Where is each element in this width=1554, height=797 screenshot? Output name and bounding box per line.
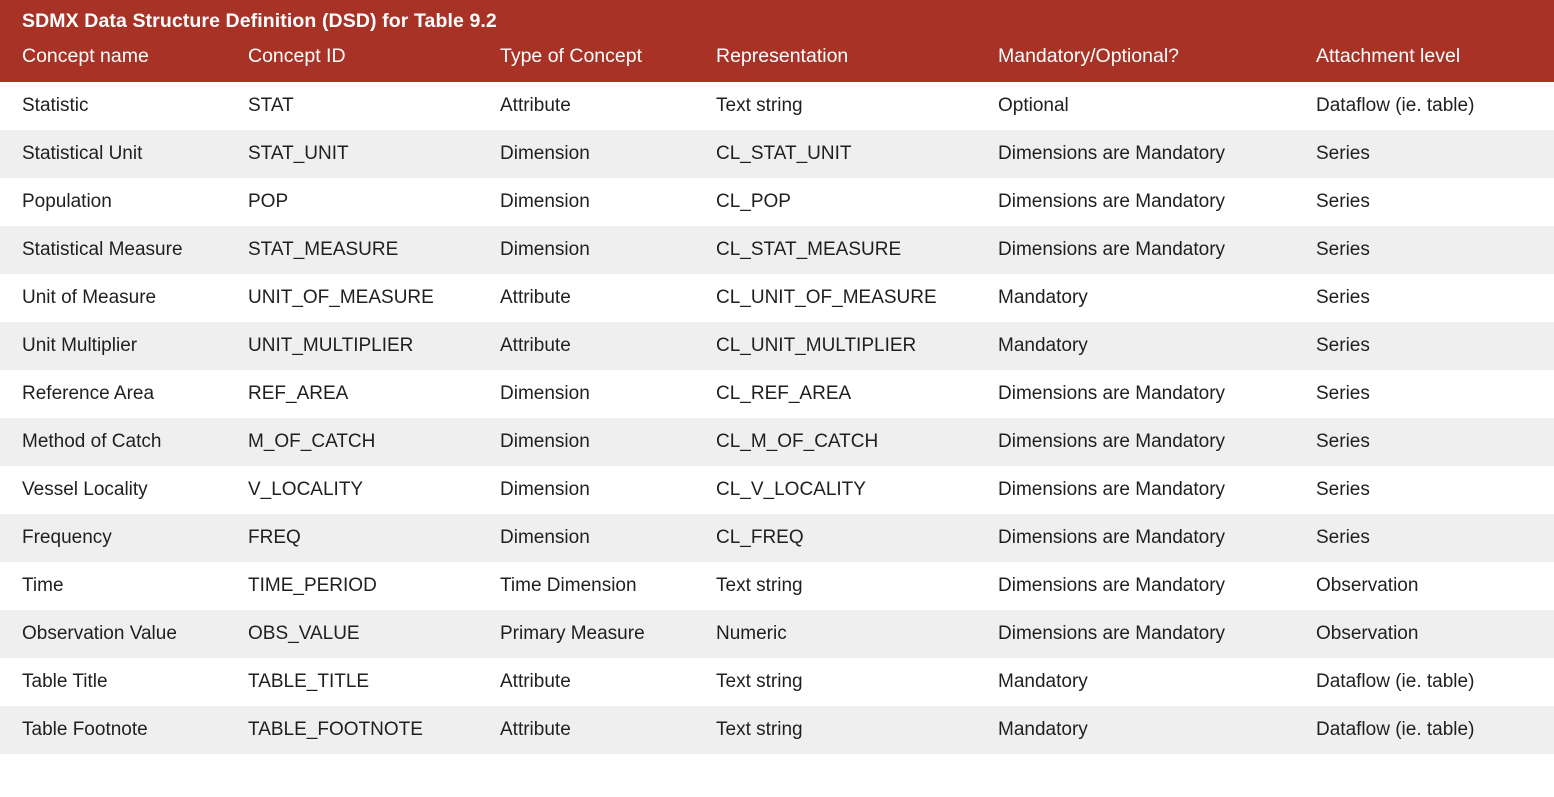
cell-type-of-concept: Dimension: [500, 418, 716, 466]
table-row: [0, 658, 1554, 706]
cell-type-of-concept: Attribute: [500, 322, 716, 370]
cell-concept-id: STAT: [248, 82, 500, 130]
cell-concept-id: TABLE_TITLE: [248, 658, 500, 706]
cell-attachment-level: Series: [1316, 178, 1554, 226]
cell-type-of-concept: Dimension: [500, 514, 716, 562]
cell-representation: CL_FREQ: [716, 514, 998, 562]
cell-type-of-concept: Time Dimension: [500, 562, 716, 610]
cell-attachment-level: Dataflow (ie. table): [1316, 706, 1554, 754]
cell-attachment-level: Series: [1316, 130, 1554, 178]
cell-type-of-concept: Dimension: [500, 466, 716, 514]
table-row: [0, 514, 1554, 562]
table-row: [0, 562, 1554, 610]
column-header-attachment-level: Attachment level: [1316, 39, 1554, 82]
table-row: [0, 178, 1554, 226]
cell-representation: CL_UNIT_MULTIPLIER: [716, 322, 998, 370]
cell-representation: CL_STAT_MEASURE: [716, 226, 998, 274]
table-row: [0, 466, 1554, 514]
cell-concept-name: Observation Value: [0, 610, 248, 658]
cell-attachment-level: Series: [1316, 322, 1554, 370]
cell-mandatory-optional: Dimensions are Mandatory: [998, 370, 1316, 418]
cell-attachment-level: Dataflow (ie. table): [1316, 82, 1554, 130]
table-row: [0, 322, 1554, 370]
cell-representation: CL_M_OF_CATCH: [716, 418, 998, 466]
cell-mandatory-optional: Mandatory: [998, 658, 1316, 706]
cell-concept-id: POP: [248, 178, 500, 226]
cell-concept-id: M_OF_CATCH: [248, 418, 500, 466]
table-title: SDMX Data Structure Definition (DSD) for Table 9.2: [0, 0, 1554, 39]
cell-representation: Text string: [716, 658, 998, 706]
cell-type-of-concept: Attribute: [500, 82, 716, 130]
cell-representation: CL_V_LOCALITY: [716, 466, 998, 514]
table-body: [0, 82, 1554, 754]
cell-concept-name: Unit of Measure: [0, 274, 248, 322]
cell-concept-id: UNIT_OF_MEASURE: [248, 274, 500, 322]
cell-concept-name: Population: [0, 178, 248, 226]
column-header-concept-name: Concept name: [0, 39, 248, 82]
cell-mandatory-optional: Dimensions are Mandatory: [998, 514, 1316, 562]
cell-attachment-level: Series: [1316, 466, 1554, 514]
cell-type-of-concept: Attribute: [500, 706, 716, 754]
cell-representation: CL_REF_AREA: [716, 370, 998, 418]
table-column-header-row: [0, 39, 1554, 82]
cell-concept-name: Table Title: [0, 658, 248, 706]
cell-type-of-concept: Dimension: [500, 178, 716, 226]
column-header-concept-id: Concept ID: [248, 39, 500, 82]
cell-concept-name: Table Footnote: [0, 706, 248, 754]
column-header-representation: Representation: [716, 39, 998, 82]
cell-mandatory-optional: Mandatory: [998, 274, 1316, 322]
column-header-type-of-concept: Type of Concept: [500, 39, 716, 82]
cell-attachment-level: Series: [1316, 418, 1554, 466]
cell-mandatory-optional: Dimensions are Mandatory: [998, 466, 1316, 514]
cell-concept-id: OBS_VALUE: [248, 610, 500, 658]
cell-representation: Text string: [716, 706, 998, 754]
cell-concept-id: UNIT_MULTIPLIER: [248, 322, 500, 370]
table-row: [0, 370, 1554, 418]
cell-concept-id: STAT_UNIT: [248, 130, 500, 178]
cell-type-of-concept: Attribute: [500, 658, 716, 706]
table-row: [0, 610, 1554, 658]
cell-concept-id: TIME_PERIOD: [248, 562, 500, 610]
cell-representation: CL_POP: [716, 178, 998, 226]
column-header-mandatory-optional: Mandatory/Optional?: [998, 39, 1316, 82]
table-title-row: [0, 0, 1554, 39]
cell-representation: CL_STAT_UNIT: [716, 130, 998, 178]
cell-mandatory-optional: Dimensions are Mandatory: [998, 610, 1316, 658]
cell-representation: CL_UNIT_OF_MEASURE: [716, 274, 998, 322]
cell-concept-name: Method of Catch: [0, 418, 248, 466]
table-row: [0, 274, 1554, 322]
table-row: [0, 418, 1554, 466]
cell-attachment-level: Observation: [1316, 610, 1554, 658]
table-header: [0, 0, 1554, 82]
cell-mandatory-optional: Dimensions are Mandatory: [998, 226, 1316, 274]
cell-type-of-concept: Dimension: [500, 226, 716, 274]
cell-concept-name: Statistic: [0, 82, 248, 130]
cell-concept-name: Reference Area: [0, 370, 248, 418]
cell-mandatory-optional: Dimensions are Mandatory: [998, 562, 1316, 610]
cell-mandatory-optional: Mandatory: [998, 706, 1316, 754]
cell-concept-name: Vessel Locality: [0, 466, 248, 514]
cell-concept-name: Statistical Unit: [0, 130, 248, 178]
cell-attachment-level: Series: [1316, 514, 1554, 562]
cell-mandatory-optional: Dimensions are Mandatory: [998, 418, 1316, 466]
cell-type-of-concept: Dimension: [500, 370, 716, 418]
cell-type-of-concept: Dimension: [500, 130, 716, 178]
cell-attachment-level: Series: [1316, 226, 1554, 274]
cell-attachment-level: Observation: [1316, 562, 1554, 610]
cell-concept-name: Time: [0, 562, 248, 610]
cell-mandatory-optional: Mandatory: [998, 322, 1316, 370]
cell-attachment-level: Series: [1316, 274, 1554, 322]
cell-concept-name: Frequency: [0, 514, 248, 562]
cell-attachment-level: Series: [1316, 370, 1554, 418]
cell-mandatory-optional: Dimensions are Mandatory: [998, 130, 1316, 178]
cell-concept-id: FREQ: [248, 514, 500, 562]
cell-representation: Text string: [716, 562, 998, 610]
cell-mandatory-optional: Optional: [998, 82, 1316, 130]
cell-concept-name: Unit Multiplier: [0, 322, 248, 370]
cell-representation: Text string: [716, 82, 998, 130]
table-row: [0, 82, 1554, 130]
cell-type-of-concept: Primary Measure: [500, 610, 716, 658]
table-row: [0, 130, 1554, 178]
cell-representation: Numeric: [716, 610, 998, 658]
cell-type-of-concept: Attribute: [500, 274, 716, 322]
table-row: [0, 706, 1554, 754]
cell-mandatory-optional: Dimensions are Mandatory: [998, 178, 1316, 226]
table-row: [0, 226, 1554, 274]
cell-concept-id: V_LOCALITY: [248, 466, 500, 514]
cell-concept-id: REF_AREA: [248, 370, 500, 418]
cell-concept-name: Statistical Measure: [0, 226, 248, 274]
cell-concept-id: STAT_MEASURE: [248, 226, 500, 274]
cell-concept-id: TABLE_FOOTNOTE: [248, 706, 500, 754]
cell-attachment-level: Dataflow (ie. table): [1316, 658, 1554, 706]
